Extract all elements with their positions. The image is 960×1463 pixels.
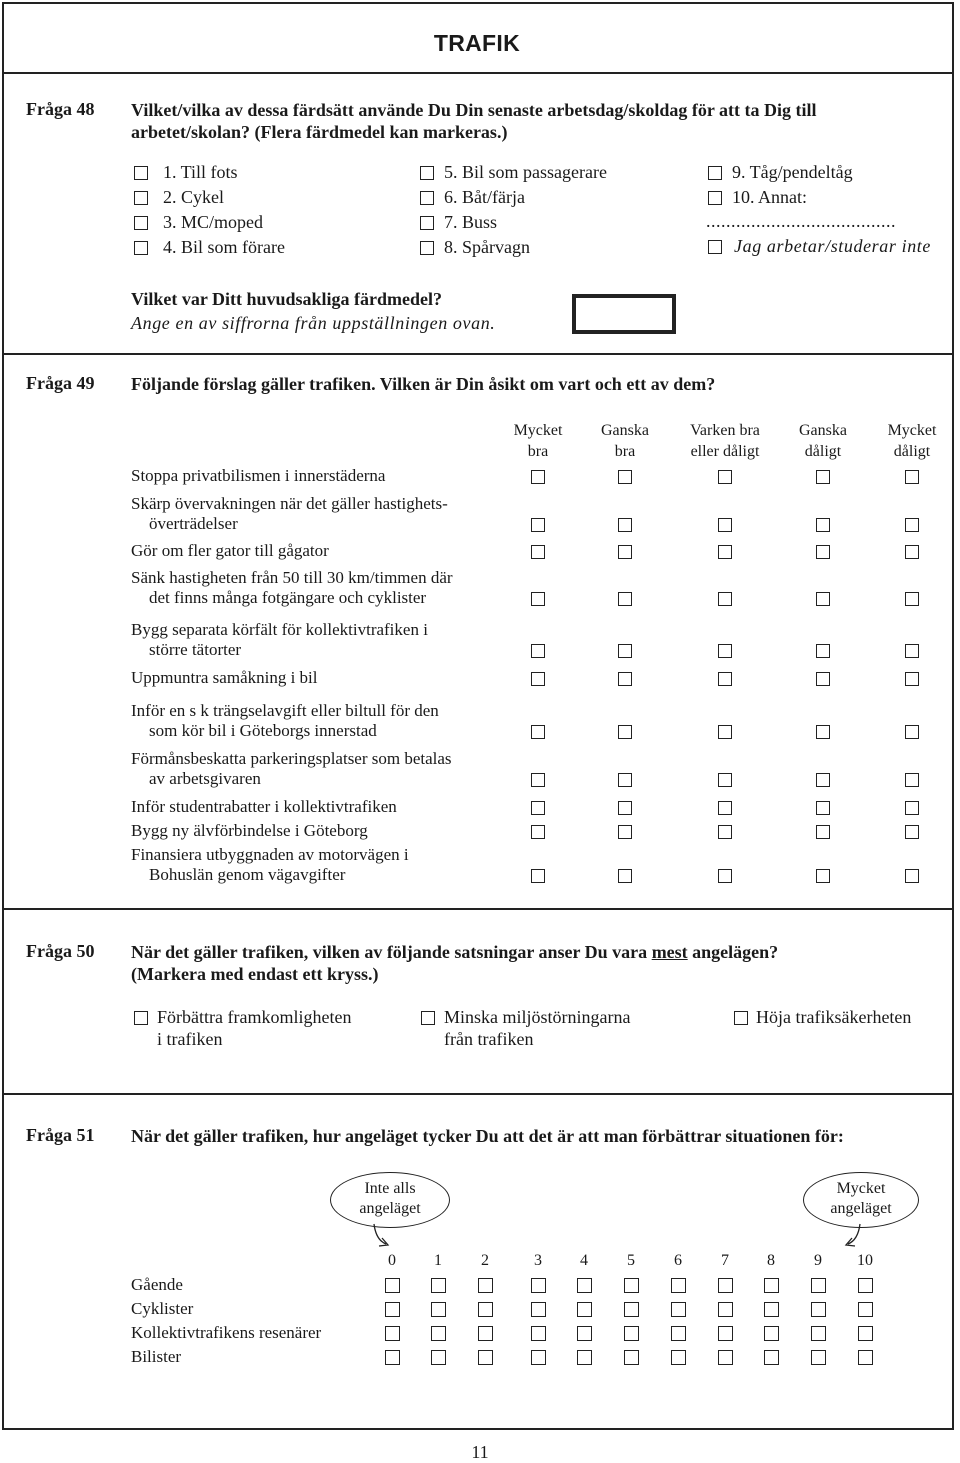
low-anchor-ellipse xyxy=(330,1172,450,1228)
importance-checkbox[interactable] xyxy=(811,1302,826,1317)
rating-checkbox[interactable] xyxy=(905,518,919,532)
statement-text-line2: det finns många fotgängare och cyklister xyxy=(149,588,427,607)
priority-option-checkbox[interactable] xyxy=(734,1011,748,1025)
scale-number: 5 xyxy=(627,1252,635,1269)
rating-checkbox[interactable] xyxy=(905,592,919,606)
statement-text-line1: Förmånsbeskatta parkeringsplatser som betalas xyxy=(131,749,452,768)
rating-checkbox[interactable] xyxy=(816,773,830,787)
priority-option-label-line2: i trafiken xyxy=(157,1029,223,1049)
scale-number: 4 xyxy=(580,1252,588,1269)
rating-checkbox[interactable] xyxy=(718,773,732,787)
statement-text-line2: av arbetsgivaren xyxy=(149,769,261,788)
rating-column-header-line1: Mycket xyxy=(887,422,937,439)
transport-option-checkbox[interactable] xyxy=(420,241,434,255)
statement-text-line1: Inför en s k trängselavgift eller biltull för den xyxy=(131,701,439,720)
importance-checkbox[interactable] xyxy=(858,1278,873,1293)
importance-checkbox[interactable] xyxy=(624,1278,639,1293)
q48-sub-instruction: Ange en av siffrorna från uppställningen ovan. xyxy=(131,313,496,333)
importance-checkbox[interactable] xyxy=(385,1302,400,1317)
rating-checkbox[interactable] xyxy=(531,825,545,839)
importance-checkbox[interactable] xyxy=(577,1326,592,1341)
rating-checkbox[interactable] xyxy=(618,825,632,839)
rating-checkbox[interactable] xyxy=(531,592,545,606)
high-anchor-ellipse xyxy=(803,1172,919,1228)
statement-text-line1: Sänk hastigheten från 50 till 30 km/timmen där xyxy=(131,568,453,587)
q48-text-line1: Vilket/vilka av dessa färdsätt använde Du Din senaste arbetsdag/skoldag för att ta Dig till xyxy=(131,100,817,120)
transport-option-checkbox[interactable] xyxy=(420,191,434,205)
transport-option-label: 1. Till fots xyxy=(163,162,238,182)
not-working-checkbox[interactable] xyxy=(708,240,722,254)
rating-checkbox[interactable] xyxy=(816,725,830,739)
q49-label: Fråga 49 xyxy=(26,373,95,393)
rating-checkbox[interactable] xyxy=(905,773,919,787)
rating-checkbox[interactable] xyxy=(816,545,830,559)
q51-label: Fråga 51 xyxy=(26,1125,95,1145)
scale-number: 10 xyxy=(857,1252,873,1269)
statement-text-line1: Bygg ny älvförbindelse i Göteborg xyxy=(131,821,368,840)
rating-checkbox[interactable] xyxy=(905,825,919,839)
q49-text: Följande förslag gäller trafiken. Vilken är Din åsikt om vart och ett av dem? xyxy=(131,374,716,394)
statement-text-line2: Bohuslän genom vägavgifter xyxy=(149,865,346,884)
importance-checkbox[interactable] xyxy=(718,1350,733,1365)
importance-checkbox[interactable] xyxy=(431,1302,446,1317)
importance-checkbox[interactable] xyxy=(531,1350,546,1365)
rating-column-header-line1: Mycket xyxy=(513,422,563,439)
rating-column-header-line1: Ganska xyxy=(799,422,847,439)
statement-text-line2: större tätorter xyxy=(149,640,242,659)
divider xyxy=(2,353,954,355)
q50-label: Fråga 50 xyxy=(26,941,95,961)
rating-checkbox[interactable] xyxy=(905,869,919,883)
statement-text-line1: Finansiera utbyggnaden av motorvägen i xyxy=(131,845,409,864)
high-anchor-arrow-icon xyxy=(840,1222,864,1250)
q48-label: Fråga 48 xyxy=(26,99,95,119)
rating-checkbox[interactable] xyxy=(718,869,732,883)
transport-option-label: 5. Bil som passagerare xyxy=(444,162,607,182)
priority-option-label-line1: Höja trafiksäkerheten xyxy=(756,1007,912,1027)
annat-write-in-dots[interactable]: ...................................... xyxy=(706,211,896,231)
transport-option-label: 9. Tåg/pendeltåg xyxy=(732,162,853,182)
transport-option-checkbox[interactable] xyxy=(134,166,148,180)
rating-column-header xyxy=(570,420,680,462)
rating-checkbox[interactable] xyxy=(718,825,732,839)
importance-checkbox[interactable] xyxy=(385,1326,400,1341)
rating-checkbox[interactable] xyxy=(618,518,632,532)
transport-option-checkbox[interactable] xyxy=(134,216,148,230)
importance-row-label: Gående xyxy=(131,1275,183,1294)
statement-text-line1: Uppmuntra samåkning i bil xyxy=(131,668,318,687)
importance-checkbox[interactable] xyxy=(718,1302,733,1317)
q50-text-emphasis: mest xyxy=(651,942,688,962)
importance-checkbox[interactable] xyxy=(764,1302,779,1317)
rating-checkbox[interactable] xyxy=(618,644,632,658)
importance-checkbox[interactable] xyxy=(671,1326,686,1341)
statement-text-line1: Gör om fler gator till gågator xyxy=(131,541,329,560)
scale-number: 7 xyxy=(721,1252,729,1269)
importance-checkbox[interactable] xyxy=(858,1350,873,1365)
low-anchor-line2: angeläget xyxy=(359,1200,421,1217)
importance-checkbox[interactable] xyxy=(671,1350,686,1365)
importance-checkbox[interactable] xyxy=(478,1350,493,1365)
statement-text-line1: Inför studentrabatter i kollektivtrafiken xyxy=(131,797,397,816)
rating-checkbox[interactable] xyxy=(618,672,632,686)
transport-option-label: 10. Annat: xyxy=(732,187,807,207)
importance-checkbox[interactable] xyxy=(478,1278,493,1293)
importance-checkbox[interactable] xyxy=(531,1326,546,1341)
rating-column-header xyxy=(857,420,960,462)
importance-row-label: Kollektivtrafikens resenärer xyxy=(131,1323,322,1342)
rating-column-header-line2: bra xyxy=(614,443,636,460)
transport-option-checkbox[interactable] xyxy=(420,166,434,180)
rating-checkbox[interactable] xyxy=(618,470,632,484)
transport-option-label: 8. Spårvagn xyxy=(444,237,530,257)
importance-checkbox[interactable] xyxy=(624,1350,639,1365)
rating-checkbox[interactable] xyxy=(816,470,830,484)
rating-checkbox[interactable] xyxy=(531,801,545,815)
rating-checkbox[interactable] xyxy=(618,869,632,883)
rating-checkbox[interactable] xyxy=(816,825,830,839)
rating-checkbox[interactable] xyxy=(905,672,919,686)
q48-sub-question: Vilket var Ditt huvudsakliga färdmedel? xyxy=(131,289,443,309)
q51-text: När det gäller trafiken, hur angeläget tycker Du att det är att man förbättrar situationen för: xyxy=(131,1126,844,1146)
rating-checkbox[interactable] xyxy=(718,672,732,686)
rating-checkbox[interactable] xyxy=(531,725,545,739)
header-box xyxy=(2,2,954,74)
importance-checkbox[interactable] xyxy=(478,1302,493,1317)
importance-checkbox[interactable] xyxy=(431,1278,446,1293)
rating-checkbox[interactable] xyxy=(531,773,545,787)
transport-option-checkbox[interactable] xyxy=(708,166,722,180)
q50-text-b: angelägen? xyxy=(687,942,779,962)
transport-option-label: 3. MC/moped xyxy=(163,212,264,232)
q50-text-line1 xyxy=(131,941,778,963)
importance-checkbox[interactable] xyxy=(671,1278,686,1293)
importance-checkbox[interactable] xyxy=(858,1326,873,1341)
priority-option-label-line1: Minska miljöstörningarna xyxy=(444,1007,631,1027)
statement-text-line2: som kör bil i Göteborgs innerstad xyxy=(149,721,377,740)
low-anchor-arrow-icon xyxy=(370,1222,394,1250)
transport-option-label: 6. Båt/färja xyxy=(444,187,525,207)
not-working-label: Jag arbetar/studerar inte xyxy=(734,236,931,256)
rating-column-header xyxy=(670,420,780,462)
importance-row-label: Cyklister xyxy=(131,1299,194,1318)
importance-checkbox[interactable] xyxy=(385,1278,400,1293)
rating-column-header-line2: dåligt xyxy=(804,443,842,460)
transport-option-checkbox[interactable] xyxy=(708,191,722,205)
rating-checkbox[interactable] xyxy=(718,470,732,484)
high-anchor-line2: angeläget xyxy=(830,1200,892,1217)
q50-text-a: När det gäller trafiken, vilken av följande satsningar anser Du vara xyxy=(131,942,652,962)
rating-checkbox[interactable] xyxy=(618,725,632,739)
scale-number: 2 xyxy=(481,1252,489,1269)
rating-checkbox[interactable] xyxy=(618,592,632,606)
importance-checkbox[interactable] xyxy=(577,1278,592,1293)
q48-text-line2: arbetet/skolan? (Flera färdmedel kan markeras.) xyxy=(131,122,508,142)
statement-text-line2: överträdelser xyxy=(149,514,238,533)
rating-column-header-line1: Varken bra xyxy=(690,422,760,439)
statement-text-line1: Bygg separata körfält för kollektivtrafiken i xyxy=(131,620,428,639)
importance-checkbox[interactable] xyxy=(385,1350,400,1365)
importance-checkbox[interactable] xyxy=(577,1302,592,1317)
transport-option-label: 4. Bil som förare xyxy=(163,237,285,257)
rating-checkbox[interactable] xyxy=(618,773,632,787)
priority-option-checkbox[interactable] xyxy=(134,1011,148,1025)
transport-option-label: 2. Cykel xyxy=(163,187,224,207)
rating-checkbox[interactable] xyxy=(531,470,545,484)
rating-checkbox[interactable] xyxy=(718,518,732,532)
importance-checkbox[interactable] xyxy=(764,1350,779,1365)
rating-checkbox[interactable] xyxy=(905,725,919,739)
transport-option-checkbox[interactable] xyxy=(134,241,148,255)
rating-checkbox[interactable] xyxy=(816,518,830,532)
importance-checkbox[interactable] xyxy=(811,1278,826,1293)
main-mode-answer-box[interactable] xyxy=(572,294,676,334)
scale-number: 8 xyxy=(767,1252,775,1269)
importance-checkbox[interactable] xyxy=(624,1326,639,1341)
importance-checkbox[interactable] xyxy=(718,1326,733,1341)
statement-text-line1: Skärp övervakningen när det gäller hastighets- xyxy=(131,494,448,513)
rating-column-header-line2: dåligt xyxy=(893,443,931,460)
scale-number: 9 xyxy=(814,1252,822,1269)
importance-checkbox[interactable] xyxy=(811,1350,826,1365)
page-number: 11 xyxy=(471,1442,489,1462)
rating-checkbox[interactable] xyxy=(618,545,632,559)
rating-checkbox[interactable] xyxy=(718,592,732,606)
rating-checkbox[interactable] xyxy=(718,801,732,815)
rating-checkbox[interactable] xyxy=(531,545,545,559)
transport-option-checkbox[interactable] xyxy=(134,191,148,205)
rating-checkbox[interactable] xyxy=(816,672,830,686)
scale-number: 3 xyxy=(534,1252,542,1269)
importance-checkbox[interactable] xyxy=(811,1326,826,1341)
rating-checkbox[interactable] xyxy=(618,801,632,815)
q50-text-line2: (Markera med endast ett kryss.) xyxy=(131,964,379,984)
transport-option-checkbox[interactable] xyxy=(420,216,434,230)
rating-checkbox[interactable] xyxy=(905,644,919,658)
rating-checkbox[interactable] xyxy=(905,545,919,559)
page-title: TRAFIK xyxy=(433,30,520,56)
rating-checkbox[interactable] xyxy=(905,470,919,484)
high-anchor-line1: Mycket xyxy=(836,1180,886,1197)
importance-checkbox[interactable] xyxy=(577,1350,592,1365)
rating-checkbox[interactable] xyxy=(905,801,919,815)
rating-checkbox[interactable] xyxy=(816,592,830,606)
scale-number: 6 xyxy=(674,1252,682,1269)
rating-checkbox[interactable] xyxy=(816,644,830,658)
rating-checkbox[interactable] xyxy=(531,672,545,686)
scale-number: 1 xyxy=(434,1252,442,1269)
importance-checkbox[interactable] xyxy=(478,1326,493,1341)
importance-checkbox[interactable] xyxy=(624,1302,639,1317)
importance-checkbox[interactable] xyxy=(671,1302,686,1317)
importance-checkbox[interactable] xyxy=(531,1278,546,1293)
rating-column-header-line2: bra xyxy=(527,443,549,460)
importance-checkbox[interactable] xyxy=(431,1350,446,1365)
rating-column-header-line2: eller dåligt xyxy=(690,443,760,460)
rating-checkbox[interactable] xyxy=(718,725,732,739)
divider xyxy=(2,1093,954,1095)
importance-checkbox[interactable] xyxy=(718,1278,733,1293)
rating-checkbox[interactable] xyxy=(531,518,545,532)
importance-checkbox[interactable] xyxy=(764,1326,779,1341)
importance-checkbox[interactable] xyxy=(531,1302,546,1317)
rating-checkbox[interactable] xyxy=(816,801,830,815)
rating-checkbox[interactable] xyxy=(531,644,545,658)
importance-row-label: Bilister xyxy=(131,1347,182,1366)
priority-option-label-line1: Förbättra framkomligheten xyxy=(157,1007,352,1027)
scale-number: 0 xyxy=(388,1252,396,1269)
importance-checkbox[interactable] xyxy=(858,1302,873,1317)
rating-checkbox[interactable] xyxy=(718,644,732,658)
priority-option-label-line2: från trafiken xyxy=(444,1029,534,1049)
transport-option-label: 7. Buss xyxy=(444,212,498,232)
priority-option-checkbox[interactable] xyxy=(421,1011,435,1025)
rating-checkbox[interactable] xyxy=(718,545,732,559)
rating-checkbox[interactable] xyxy=(531,869,545,883)
divider xyxy=(2,908,954,910)
low-anchor-line1: Inte alls xyxy=(364,1180,416,1197)
importance-checkbox[interactable] xyxy=(764,1278,779,1293)
rating-checkbox[interactable] xyxy=(816,869,830,883)
importance-checkbox[interactable] xyxy=(431,1326,446,1341)
statement-text-line1: Stoppa privatbilismen i innerstäderna xyxy=(131,466,386,485)
rating-column-header-line1: Ganska xyxy=(601,422,649,439)
